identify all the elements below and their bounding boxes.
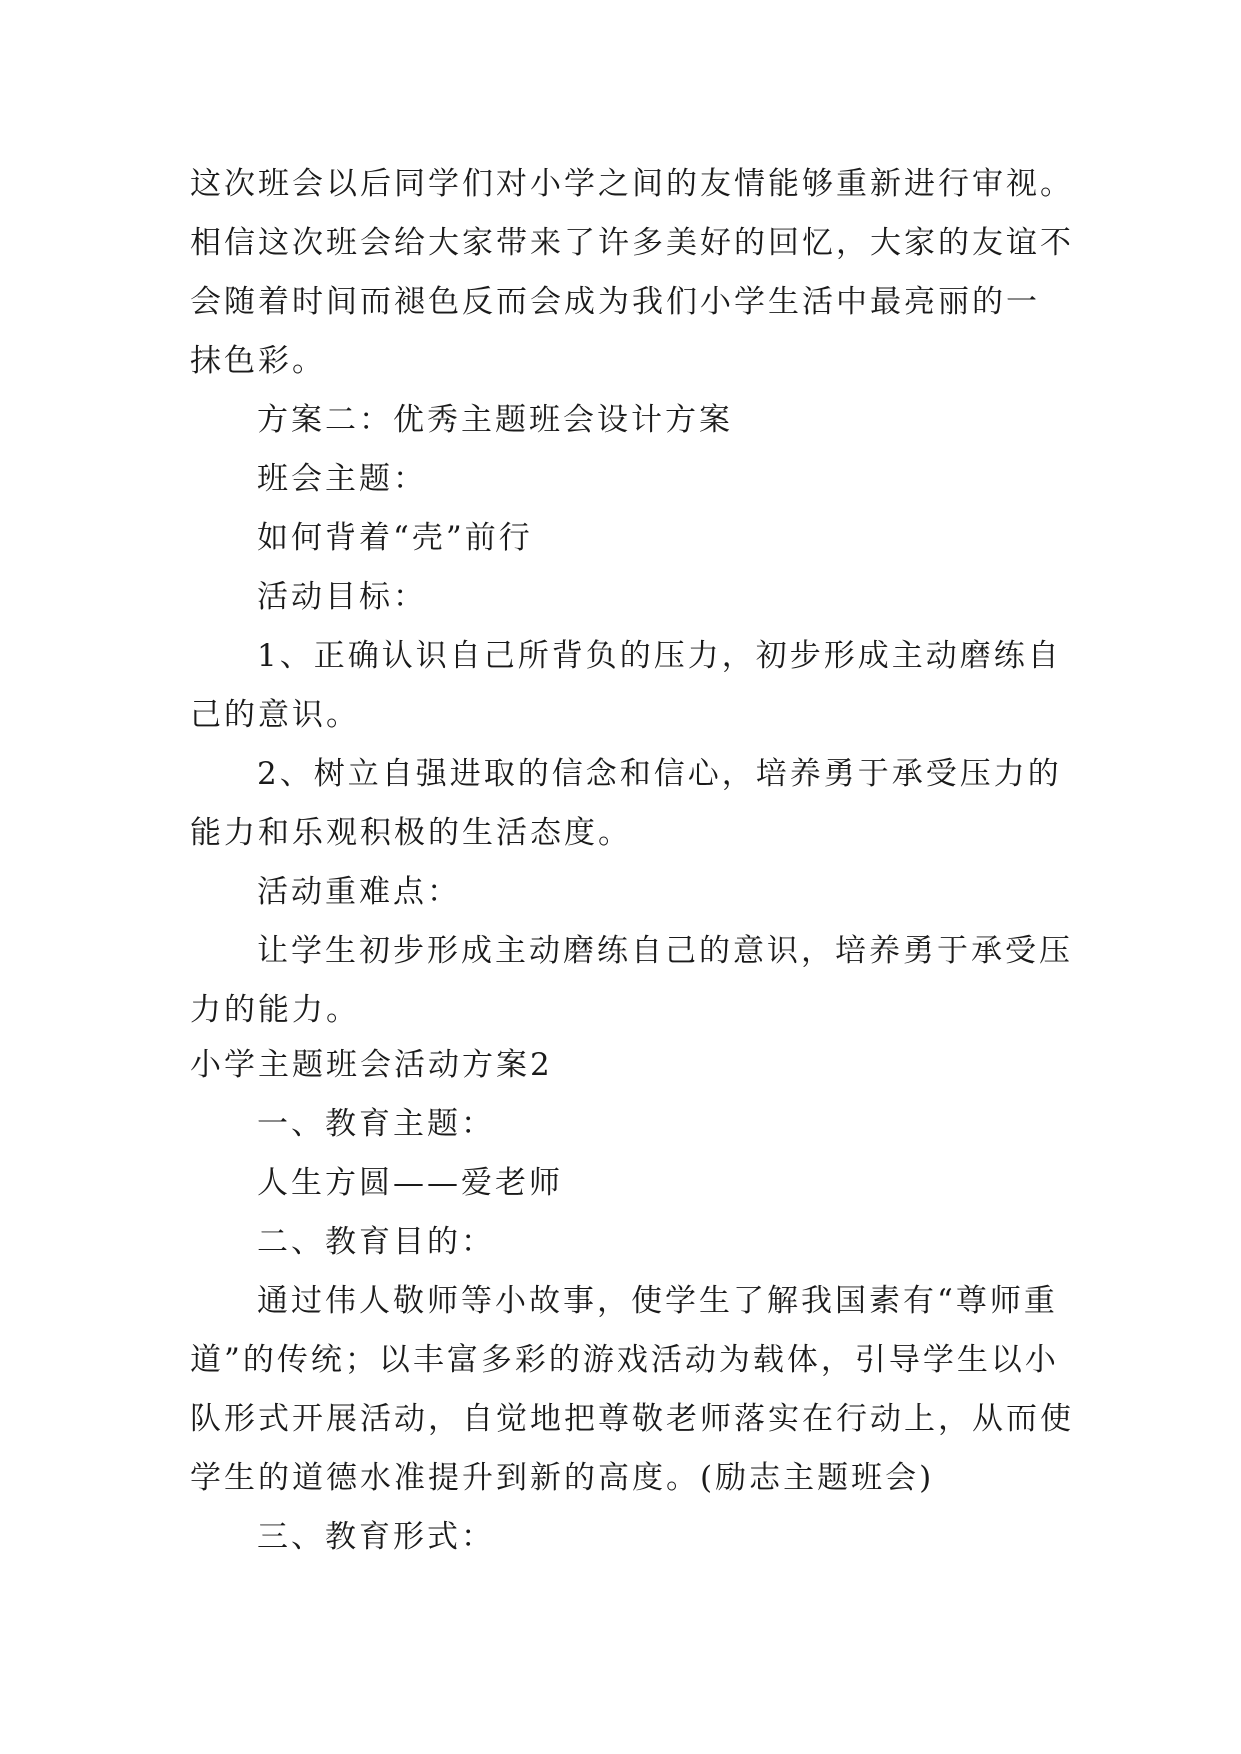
list-item: 1、正确认识自己所背负的压力，初步形成主动磨练自 <box>257 638 1062 674</box>
list-item: 2、树立自强进取的信念和信心，培养勇于承受压力的 <box>257 756 1062 792</box>
body-text-line: 力的能力。 <box>190 992 360 1028</box>
section-label: 活动重难点： <box>257 874 461 910</box>
section-label: 班会主题： <box>257 461 427 497</box>
section-heading: 方案二：优秀主题班会设计方案 <box>257 402 733 438</box>
body-text-line: 队形式开展活动，自觉地把尊敬老师落实在行动上，从而使 <box>190 1401 1074 1437</box>
body-text-line: 能力和乐观积极的生活态度。 <box>190 815 632 851</box>
body-text-line: 抹色彩。 <box>190 343 326 379</box>
body-text-line: 通过伟人敬师等小故事，使学生了解我国素有“尊师重 <box>257 1283 1058 1319</box>
body-text-line: 己的意识。 <box>190 697 360 733</box>
section-heading: 三、教育形式： <box>257 1519 495 1555</box>
body-text-line: 会随着时间而褪色反而会成为我们小学生活中最亮丽的一 <box>190 284 1040 320</box>
body-text-line: 这次班会以后同学们对小学之间的友情能够重新进行审视。 <box>190 166 1074 202</box>
section-heading: 一、教育主题： <box>257 1106 495 1142</box>
body-text-line: 道”的传统；以丰富多彩的游戏活动为载体，引导学生以小 <box>190 1342 1059 1378</box>
section-heading: 二、教育目的： <box>257 1224 495 1260</box>
section-label: 活动目标： <box>257 579 427 615</box>
body-text-line: 如何背着“壳”前行 <box>257 520 533 556</box>
body-text-line: 让学生初步形成主动磨练自己的意识，培养勇于承受压 <box>257 933 1073 969</box>
body-text-line: 人生方圆——爱老师 <box>257 1165 563 1201</box>
body-text-line: 相信这次班会给大家带来了许多美好的回忆，大家的友谊不 <box>190 225 1074 261</box>
document-title: 小学主题班会活动方案2 <box>190 1047 553 1083</box>
body-text-line: 学生的道德水准提升到新的高度。(励志主题班会) <box>190 1460 935 1496</box>
